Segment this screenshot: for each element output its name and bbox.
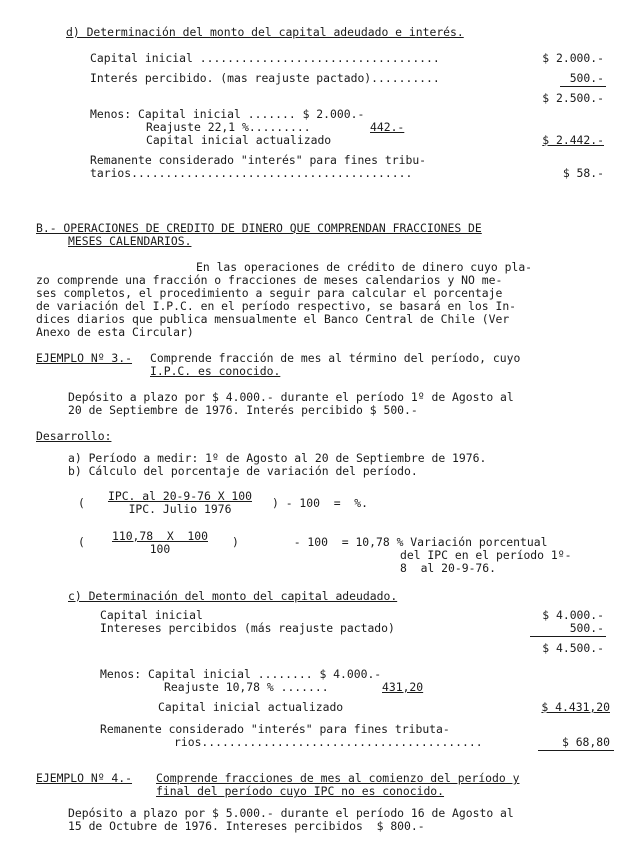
sum-rule [560, 86, 606, 87]
ex3-menos-label: Menos: Capital inicial ........ $ 4.000.- [100, 667, 382, 681]
ex3-final-rule [538, 750, 614, 751]
capital-inicial-label: Capital inicial ................................... [90, 51, 440, 65]
formula1-open-paren: ( [78, 496, 85, 510]
formula2-numerator: 110,78 X 100 [111, 529, 208, 543]
ex3-intereses-label: Intereses percibidos (más reajuste pactado) [100, 621, 395, 635]
ex3-capital-value: $ 4.000.- [542, 608, 604, 622]
section-b-title-line1: B.- OPERACIONES DE CREDITO DE DINERO QUE COMPRENDAN FRACCIONES DE [36, 221, 482, 235]
ex3-remanente-line2: rios......................................... [174, 735, 483, 749]
section-b-para-line2: zo comprende una fracción o fracciones de meses calendarios y NO me- [36, 273, 503, 287]
step-c: c) Determinación del monto del capital adeudado. [68, 589, 398, 603]
capital-inicial-value: $ 2.000.- [542, 51, 604, 65]
example3-label: EJEMPLO Nº 3.- [36, 351, 133, 365]
section-b-para-line3: ses completos, el procedimiento a seguir para calcular el porcentaje [36, 286, 503, 300]
section-b-para-line6: Anexo de esta Circular) [36, 325, 194, 339]
ex3-sum-rule [530, 636, 606, 637]
ex3-subtotal: $ 4.500.- [542, 641, 604, 655]
remanente-line2: tarios......................................... [90, 166, 413, 180]
ex3-reajuste-value: 431,20 [382, 680, 424, 694]
section-b-para-line4: de variación del I.P.C. en el período respectivo, se basará en los In- [36, 299, 517, 313]
reajuste-label: Reajuste 22,1 %......... [146, 120, 311, 134]
section-b-para-line5: dices diarios que publica mensualmente el Banco Central de Chile (Ver [36, 312, 510, 326]
ex3-intereses-value: 500.- [569, 621, 604, 635]
formula2-rest: ) - 100 = 10,78 % Variación porcentual [232, 535, 548, 549]
formula2-result-line3: 8 al 20-9-76. [400, 561, 497, 575]
step-b: b) Cálculo del porcentaje de variación del período. [68, 464, 418, 478]
desarrollo-heading: Desarrollo: [36, 429, 112, 443]
ex3-capital-label: Capital inicial [100, 608, 203, 622]
formula1-rest: ) - 100 = %. [272, 496, 369, 510]
ex3-actualizado-label: Capital inicial actualizado [158, 700, 344, 714]
ex3-reajuste-label: Reajuste 10,78 % ....... [164, 680, 329, 694]
remanente-value: $ 58.- [562, 166, 604, 180]
example4-title-line2: final del período cuyo IPC no es conocido. [156, 784, 445, 798]
formula2-result-line2: del IPC en el período 1º- [400, 548, 572, 562]
example4-deposit-line1: Depósito a plazo por $ 5.000.- durante el período 16 de Agosto al [68, 806, 514, 820]
interes-percibido-value: 500.- [569, 71, 604, 85]
step-a: a) Período a medir: 1º de Agosto al 20 de Septiembre de 1976. [68, 451, 487, 465]
section-b-title-line2: MESES CALENDARIOS. [68, 234, 192, 248]
remanente-line1: Remanente considerado "interés" para fines tribu- [90, 153, 427, 167]
example3-title-line1: Comprende fracción de mes al término del período, cuyo [150, 351, 521, 365]
ex3-remanente-line1: Remanente considerado "interés" para fines tributa- [100, 722, 450, 736]
example3-title-line2: I.P.C. es conocido. [150, 364, 281, 378]
example4-deposit-line2: 15 de Octubre de 1976. Intereses percibidos $ 800.- [68, 819, 425, 833]
example4-label: EJEMPLO Nº 4.- [36, 771, 133, 785]
subtotal-value: $ 2.500.- [542, 91, 604, 105]
reajuste-value: 442.- [370, 120, 405, 134]
formula1-denominator: IPC. Julio 1976 [128, 502, 232, 516]
example3-deposit-line1: Depósito a plazo por $ 4.000.- durante el período 1º de Agosto al [68, 390, 514, 404]
capital-actualizado-label: Capital inicial actualizado [146, 133, 332, 147]
heading-d1: d) Determinación del monto del capital adeudado e interés. [66, 25, 464, 39]
example4-title-line1: Comprende fracciones de mes al comienzo del período y [156, 771, 520, 785]
section-b-para-line1: En las operaciones de crédito de dinero cuyo pla- [196, 260, 533, 274]
ex3-remanente-value: $ 68,80 [561, 735, 610, 749]
capital-actualizado-value: $ 2.442.- [542, 133, 604, 147]
menos-capital-label: Menos: Capital inicial ....... $ 2.000.- [90, 107, 365, 121]
formula2-denominator: 100 [149, 542, 171, 556]
interes-percibido-label: Interés percibido. (mas reajuste pactado).......... [90, 71, 440, 85]
formula1-numerator: IPC. al 20-9-76 X 100 [107, 489, 252, 503]
ex3-actualizado-value: $ 4.431,20 [541, 700, 610, 714]
example3-deposit-line2: 20 de Septiembre de 1976. Interés percibido $ 500.- [68, 403, 418, 417]
formula2-open-paren: ( [78, 535, 85, 549]
